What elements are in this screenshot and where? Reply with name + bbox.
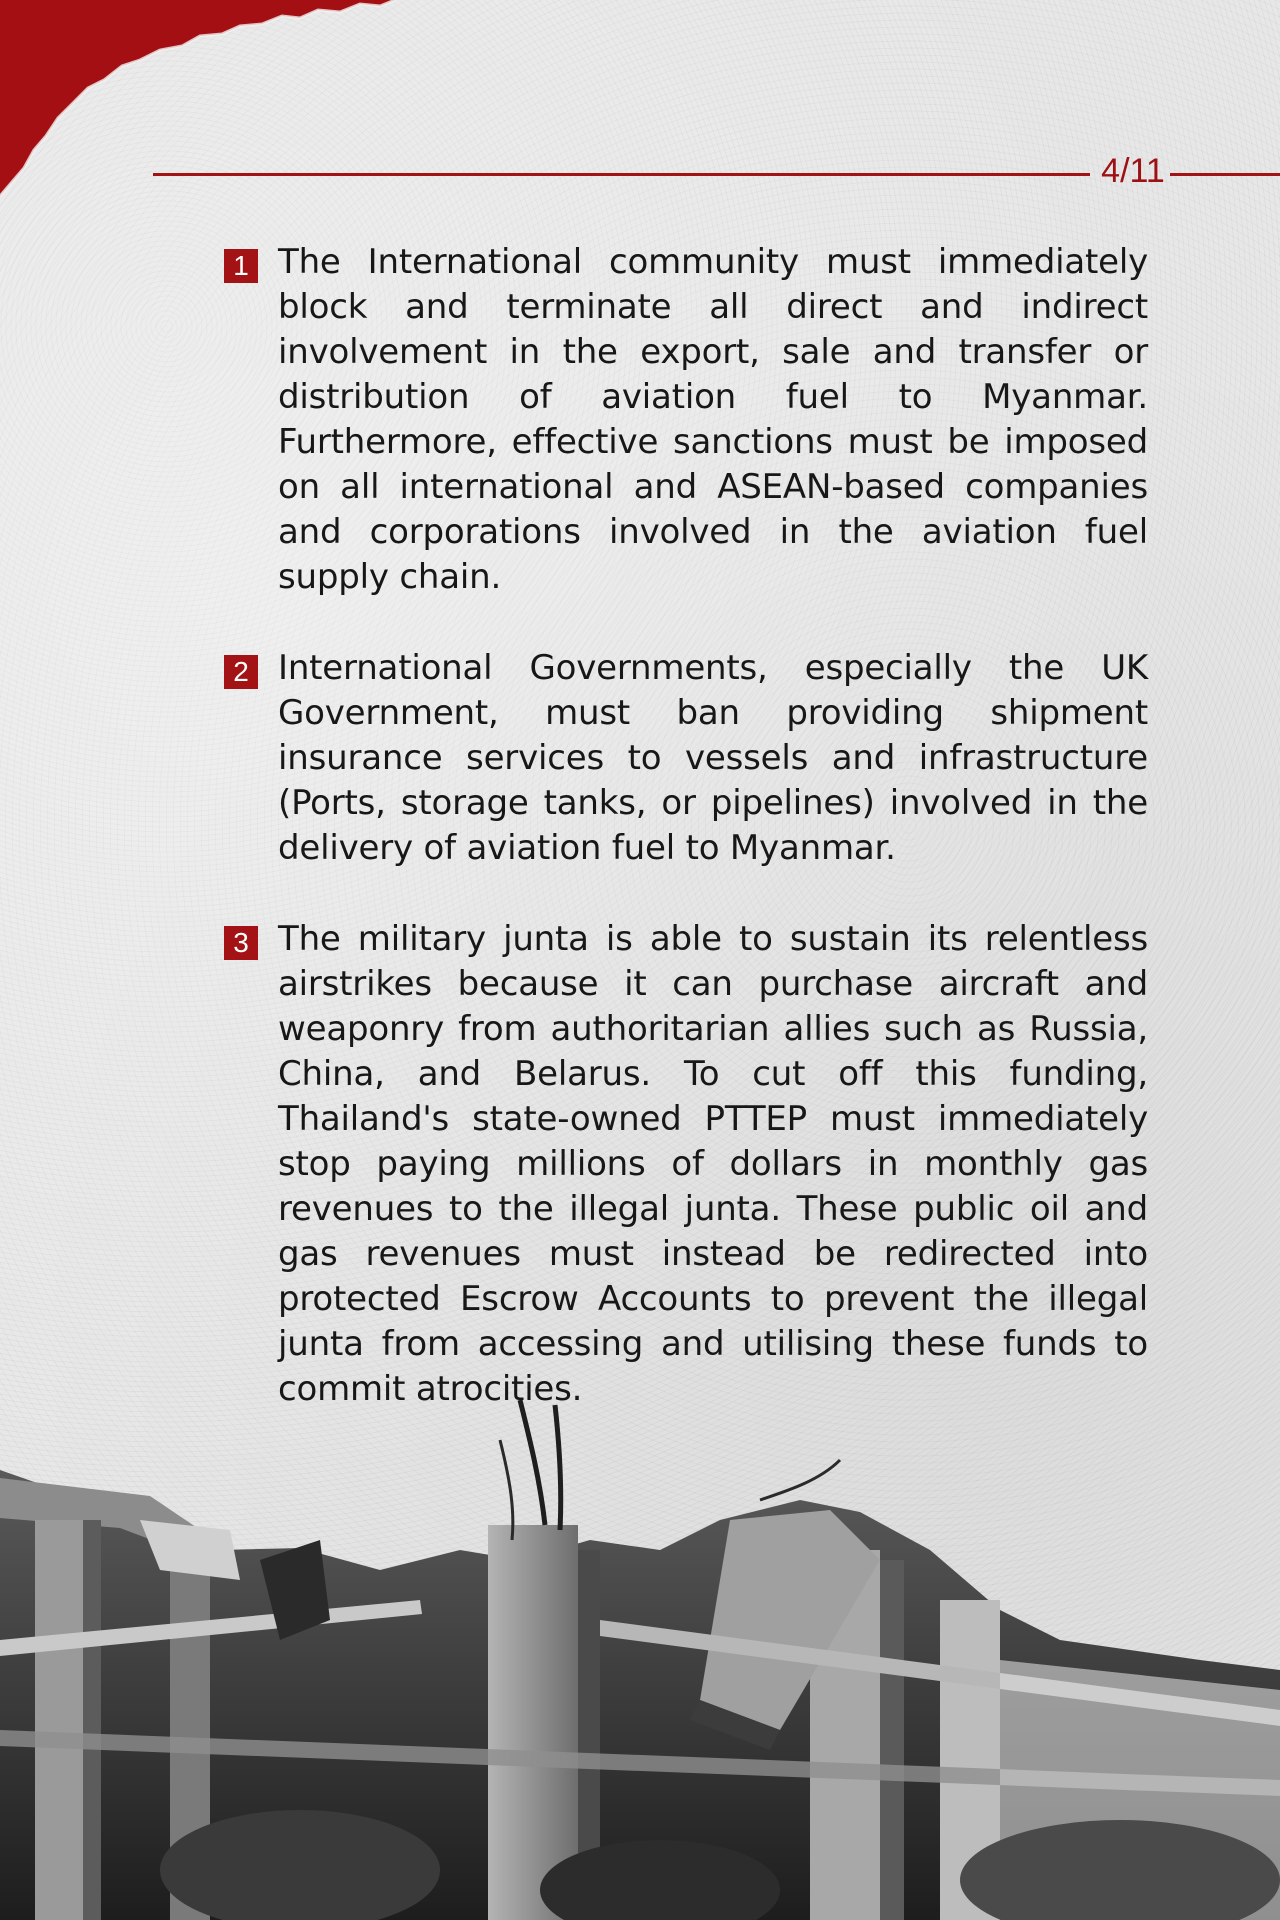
torn-red-corner	[0, 0, 420, 210]
header-rule-right	[1170, 173, 1280, 176]
item-text: The International community must immediately block and terminate all direct and indirect involvement in the export, sale and transfer or distribution of aviation fuel to Myanmar. Furthermore, effective sanctions must be imposed on all international and ASEAN-based companies and corporations involved in the aviation fuel supply chain.	[278, 242, 1148, 597]
destroyed-building-image	[0, 1400, 1280, 1920]
header-rule-left	[153, 173, 1090, 176]
item-number-badge: 2	[224, 655, 258, 689]
item-number-badge: 1	[224, 249, 258, 283]
item-text: The military junta is able to sustain its relentless airstrikes because it can purchase aircraft and weaponry from authoritarian allies such as Russia, China, and Belarus. To cut off this funding, Thailand's state-owned PTTEP must immediately stop paying millions of dollars in monthly gas revenues to the illegal junta. These public oil and gas revenues must instead be redirected into protected Escrow Accounts to prevent the illegal junta from accessing and utilising these funds to commit atrocities.	[278, 919, 1148, 1409]
item-number-badge: 3	[224, 926, 258, 960]
recommendations-list	[224, 240, 1148, 1412]
page-number: 4/11	[1101, 152, 1165, 190]
item-text: International Governments, especially the UK Government, must ban providing shipment insurance services to vessels and infrastructure (Ports, storage tanks, or pipelines) involved in the delivery of aviation fuel to Myanmar.	[278, 648, 1148, 868]
list-item	[224, 917, 1148, 1412]
list-item	[224, 646, 1148, 871]
list-item	[224, 240, 1148, 600]
